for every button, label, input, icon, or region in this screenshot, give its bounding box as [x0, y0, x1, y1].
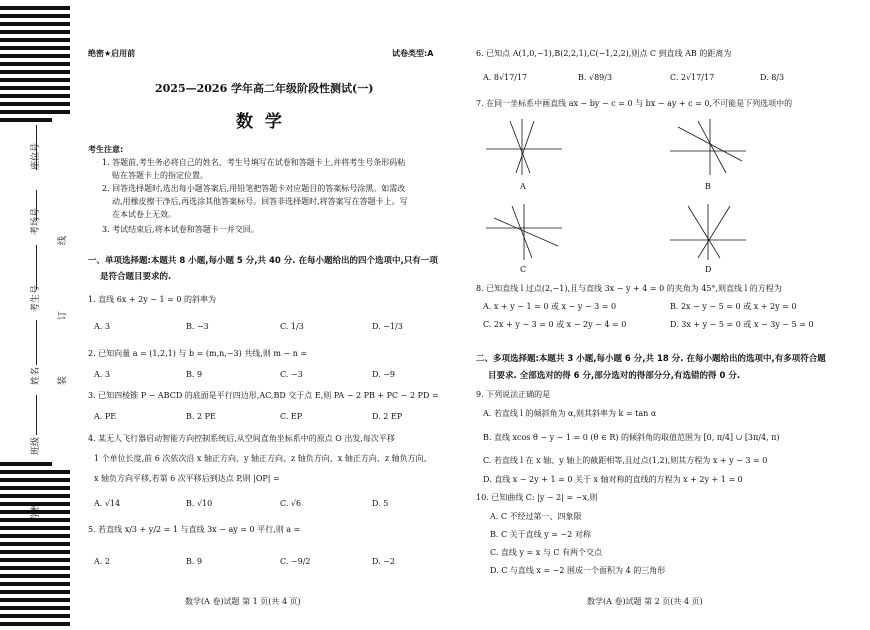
- margin-bar: [0, 30, 70, 34]
- confidential-mark: 绝密★启用前: [88, 49, 136, 58]
- notice-item: 动,用橡皮擦干净后,再选涂其他答案标号。回答非选择题时,将答案写在答题卡上。写: [112, 197, 408, 206]
- notice-item: 贴在答题卡上的指定位置。: [112, 171, 208, 180]
- binding-line-mark: 线: [58, 235, 68, 245]
- margin-bar: [0, 598, 70, 602]
- margin-bar: [0, 590, 70, 594]
- notice-item: 在本试卷上无效。: [112, 210, 176, 219]
- binding-ding-mark: 订: [58, 310, 68, 320]
- margin-bar: [0, 6, 70, 10]
- exam-title: 2025—2026 学年高二年级阶段性测试(一): [155, 82, 374, 95]
- option-b: B. 直线 xcos θ − y − 1 = 0 (θ ∈ R) 的倾斜角的取值范围为 [0, π/4] ∪ [3π/4, π): [483, 433, 780, 442]
- option-c: C. −3: [280, 370, 303, 379]
- option-d: D. 2 EP: [372, 412, 403, 421]
- question-stem: 9. 下列说法正确的是: [476, 390, 551, 399]
- option-a: A. √14: [94, 499, 121, 508]
- option-a: A. 3: [94, 370, 110, 379]
- section-heading: 二、多项选择题:本题共 3 小题,每小题 6 分,共 18 分. 在每小题给出的选项中,有多项符合题: [476, 354, 826, 364]
- margin-bar: [0, 94, 70, 98]
- question-stem: 10. 已知曲线 C: |y − 2| = −x,则: [476, 493, 598, 502]
- graph-label: A: [520, 182, 526, 191]
- question-stem: 6. 已知点 A(1,0,−1),B(2,2,1),C(−1,2,2),则点 C 到直线 AB 的距离为: [476, 49, 732, 58]
- margin-bar: [0, 70, 70, 74]
- option-d: D. −9: [372, 370, 396, 379]
- section-heading: 一、单项选择题:本题共 8 小题,每小题 5 分,共 40 分. 在每小题给出的四个选项中,只有一项: [88, 256, 438, 266]
- graph-label: C: [520, 265, 527, 274]
- option-b: B. C 关于直线 y = −2 对称: [490, 530, 591, 539]
- paper-type: 试卷类型:A: [392, 49, 434, 58]
- option-d: D. 3x + y − 5 = 0 或 x − 3y − 5 = 0: [670, 320, 814, 329]
- option-b: B. −3: [186, 322, 209, 331]
- question-stem: 1. 直线 6x + 2y − 1 = 0 的斜率为: [88, 295, 217, 304]
- question-stem: 2. 已知向量 a = (1,2,1) 与 b = (m,n,−3) 共线,则 m − n =: [88, 349, 308, 358]
- question-stem-cont: 1 个单位长度,前 6 次依次沿 x 轴正方向、y 轴正方向、z 轴负方向、x 轴正方向、z 轴负方向、: [94, 454, 432, 463]
- margin-bar: [0, 614, 70, 618]
- margin-bar: [0, 486, 70, 490]
- subject-title: 数 学: [236, 112, 282, 132]
- margin-bar: [0, 494, 70, 498]
- option-c: C. 直线 y = x 与 C 有两个交点: [490, 548, 603, 557]
- graph-c: [484, 200, 564, 262]
- graph-b: [668, 115, 748, 177]
- option-c: C. √6: [280, 499, 302, 508]
- field-line: [36, 320, 37, 365]
- option-d: D. 5: [372, 499, 389, 508]
- class-label: 班级: [31, 436, 41, 455]
- school-label: 学校: [31, 501, 41, 520]
- exam-no-label: 考生号: [31, 284, 41, 312]
- option-c: C. 2√17/17: [670, 73, 715, 82]
- option-b: B. 9: [186, 370, 203, 379]
- notice-item: 1. 答题前,考生务必将自己的姓名、考生号填写在试卷和答题卡上,并将考生号条形码粘: [102, 158, 406, 167]
- option-c: C. −9/2: [280, 557, 311, 566]
- margin-bar: [0, 14, 70, 18]
- graph-a: [484, 115, 564, 177]
- margin-bar: [0, 102, 70, 106]
- option-c: C. EP: [280, 412, 303, 421]
- option-c: C. 1/3: [280, 322, 304, 331]
- question-stem: 8. 已知直线 l 过点(2,−1),且与直线 3x − y + 4 = 0 的夹角为 45°,则直线 l 的方程为: [476, 284, 782, 293]
- margin-bar: [0, 558, 70, 562]
- margin-bar: [0, 478, 70, 482]
- question-stem: 4. 某无人飞行器启动智能方向控制系统后,从空间直角坐标系中的原点 O 出发,每次平移: [88, 434, 395, 443]
- notice-item: 2. 回答选择题时,选出每小题答案后,用铅笔把答题卡对应题目的答案标号涂黑。如需改: [102, 184, 406, 193]
- field-line: [36, 245, 37, 290]
- margin-bar: [0, 54, 70, 58]
- notice-title: 考生注意:: [88, 145, 124, 154]
- option-a: A. 8√17/17: [483, 73, 528, 82]
- option-d: D. C 与直线 x = −2 围成一个面积为 4 的三角形: [490, 566, 666, 575]
- option-a: A. PE: [94, 412, 117, 421]
- margin-bar: [0, 110, 70, 114]
- option-b: B. 2 PE: [186, 412, 216, 421]
- margin-bar: [0, 622, 70, 626]
- binding-zhuang-mark: 装: [58, 375, 68, 385]
- margin-bar: [0, 542, 70, 546]
- margin-bar: [0, 534, 70, 538]
- question-stem: 3. 已知四棱锥 P − ABCD 的底面是平行四边形,AC,BD 交于点 E,则 PA − 2 PB + PC − 2 PD =: [88, 391, 439, 400]
- option-a: A. x + y − 1 = 0 或 x − y − 3 = 0: [483, 302, 617, 311]
- section-heading: 是符合题目要求的.: [100, 272, 172, 282]
- question-stem: 7. 在同一坐标系中画直线 ax − by − c = 0 与 bx − ay + c = 0,不可能是下列选项中的: [476, 99, 793, 108]
- option-c: C. 2x + y − 3 = 0 或 x − 2y − 4 = 0: [483, 320, 627, 329]
- option-a: A. 若直线 l 的倾斜角为 α,则其斜率为 k = tan α: [483, 409, 657, 418]
- room-label: 考场号: [31, 207, 41, 235]
- option-b: B. 9: [186, 557, 203, 566]
- graph-label: B: [705, 182, 711, 191]
- graph-d: [668, 200, 748, 262]
- page-footer: 数学(A 卷)试题 第 2 页(共 4 页): [587, 597, 703, 606]
- margin-bar: [0, 574, 70, 578]
- name-label: 姓名: [31, 366, 41, 385]
- seat-label: 座位号: [31, 142, 41, 170]
- notice-item: 3. 考试结束后,将本试卷和答题卡一并交回。: [102, 225, 259, 234]
- margin-bar: [0, 566, 70, 570]
- option-b: B. √10: [186, 499, 213, 508]
- page-footer: 数学(A 卷)试题 第 1 页(共 4 页): [185, 597, 301, 606]
- margin-bar: [0, 582, 70, 586]
- option-c: C. 若直线 l 在 x 轴、y 轴上的截距相等,且过点(1,2),则其方程为 x + y − 3 = 0: [483, 456, 768, 465]
- section-heading: 目要求. 全部选对的得 6 分,部分选对的得部分分,有选错的得 0 分.: [488, 371, 741, 381]
- field-line: [36, 395, 37, 435]
- option-a: A. 2: [94, 557, 110, 566]
- question-stem-cont: x 轴负方向平移,若第 6 次平移后到达点 P,则 |OP| =: [94, 474, 280, 483]
- option-b: B. 2x − y − 5 = 0 或 x + 2y = 0: [670, 302, 797, 311]
- margin-bar: [0, 462, 52, 466]
- margin-bar: [0, 38, 70, 42]
- option-b: B. √89/3: [578, 73, 613, 82]
- option-a: A. C 不经过第一、四象限: [490, 512, 582, 521]
- margin-bar: [0, 118, 52, 122]
- option-d: D. −2: [372, 557, 396, 566]
- graph-label: D: [705, 265, 712, 274]
- margin-bar: [0, 606, 70, 610]
- option-a: A. 3: [94, 322, 110, 331]
- margin-bar: [0, 470, 70, 474]
- option-d: D. 8/3: [760, 73, 785, 82]
- margin-bar: [0, 62, 70, 66]
- margin-bar: [0, 46, 70, 50]
- option-d: D. 直线 x − 2y + 1 = 0 关于 x 轴对称的直线的方程为 x + 2y + 1 = 0: [483, 475, 743, 484]
- margin-bar: [0, 550, 70, 554]
- option-d: D. −1/3: [372, 322, 403, 331]
- margin-bar: [0, 86, 70, 90]
- question-stem: 5. 若直线 x/3 + y/2 = 1 与直线 3x − ay = 0 平行,则 a =: [88, 525, 301, 534]
- margin-bar: [0, 78, 70, 82]
- margin-bar: [0, 526, 70, 530]
- margin-bar: [0, 22, 70, 26]
